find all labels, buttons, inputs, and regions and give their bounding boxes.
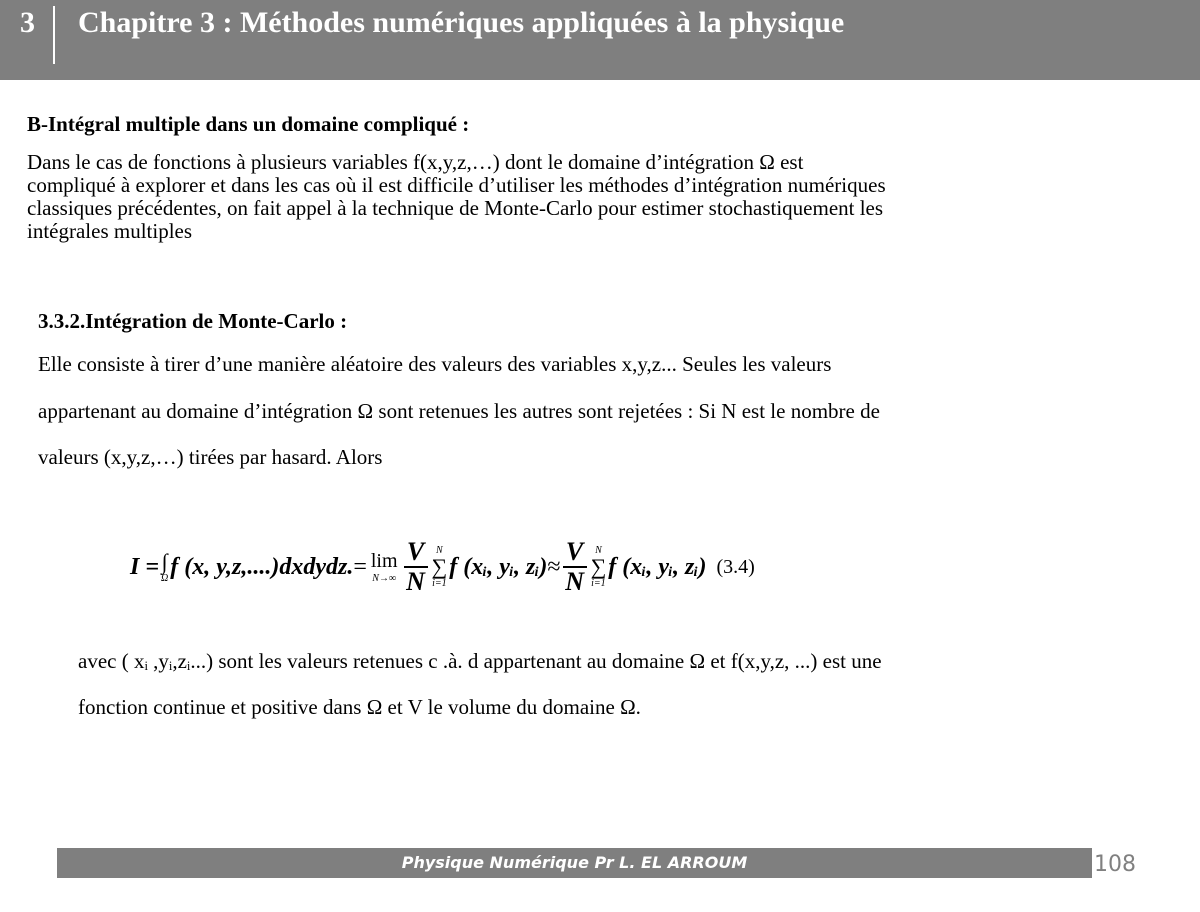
- formula-approx: ≈: [547, 553, 561, 580]
- formula-lhs: I =: [130, 553, 160, 580]
- header-divider: [53, 6, 55, 64]
- limit: lim N→∞: [370, 550, 398, 584]
- equation-label: (3.4): [716, 555, 755, 578]
- paragraph-line: classiques précédentes, on fait appel à la technique de Monte-Carlo pour estimer stochastiquement les: [27, 196, 884, 220]
- chapter-title: Chapitre 3 : Méthodes numériques appliquées à la physique: [78, 6, 845, 39]
- sum-symbol: N ∑ i=1: [590, 545, 607, 589]
- equation-3-4: [130, 532, 755, 602]
- formula-term: f (xᵢ, yᵢ, zᵢ): [449, 553, 548, 580]
- formula-equals: =: [353, 553, 367, 580]
- chapter-number: 3: [20, 6, 35, 39]
- fraction-v-over-n: $\frac{V}{N}$: [563, 538, 587, 596]
- fraction-v-over-n: $\frac{V}{N}$: [404, 538, 428, 596]
- sum-symbol: N ∑ i=1: [431, 545, 448, 589]
- integral-symbol: ∫ Ω: [161, 548, 169, 584]
- footer-bar: Physique Numérique Pr L. EL ARROUM: [57, 848, 1092, 878]
- paragraph-line: intégrales multiples: [27, 219, 193, 243]
- paragraph-line: avec ( xᵢ ,yᵢ,zᵢ...) sont les valeurs retenues c .à. d appartenant au domaine Ω et f(x,y,z, ...) est une: [78, 649, 882, 673]
- paragraph-line: valeurs (x,y,z,…) tirées par hasard. Alors: [38, 445, 383, 469]
- section-heading-monte-carlo: 3.3.2.Intégration de Monte-Carlo :: [38, 309, 348, 333]
- paragraph-line: Dans le cas de fonctions à plusieurs variables f(x,y,z,…) dont le domaine d’intégration Ω est: [27, 150, 804, 174]
- paragraph-line: compliqué à explorer et dans les cas où il est difficile d’utiliser les méthodes d’intégration numériques: [27, 173, 886, 197]
- paragraph-line: appartenant au domaine d’intégration Ω sont retenues les autres sont rejetées : Si N est le nombre de: [38, 399, 880, 423]
- chapter-header: [0, 0, 1200, 80]
- paragraph-line: fonction continue et positive dans Ω et V le volume du domaine Ω.: [78, 695, 641, 719]
- formula-term: f (xᵢ, yᵢ, zᵢ): [608, 553, 707, 580]
- paragraph-line: Elle consiste à tirer d’une manière aléatoire des valeurs des variables x,y,z... Seules les valeurs: [38, 352, 832, 376]
- section-heading-b: B-Intégral multiple dans un domaine compliqué :: [27, 112, 470, 136]
- formula-integrand: f (x, y,z,....)dxdydz.: [170, 553, 354, 580]
- page-number: 108: [1094, 852, 1136, 877]
